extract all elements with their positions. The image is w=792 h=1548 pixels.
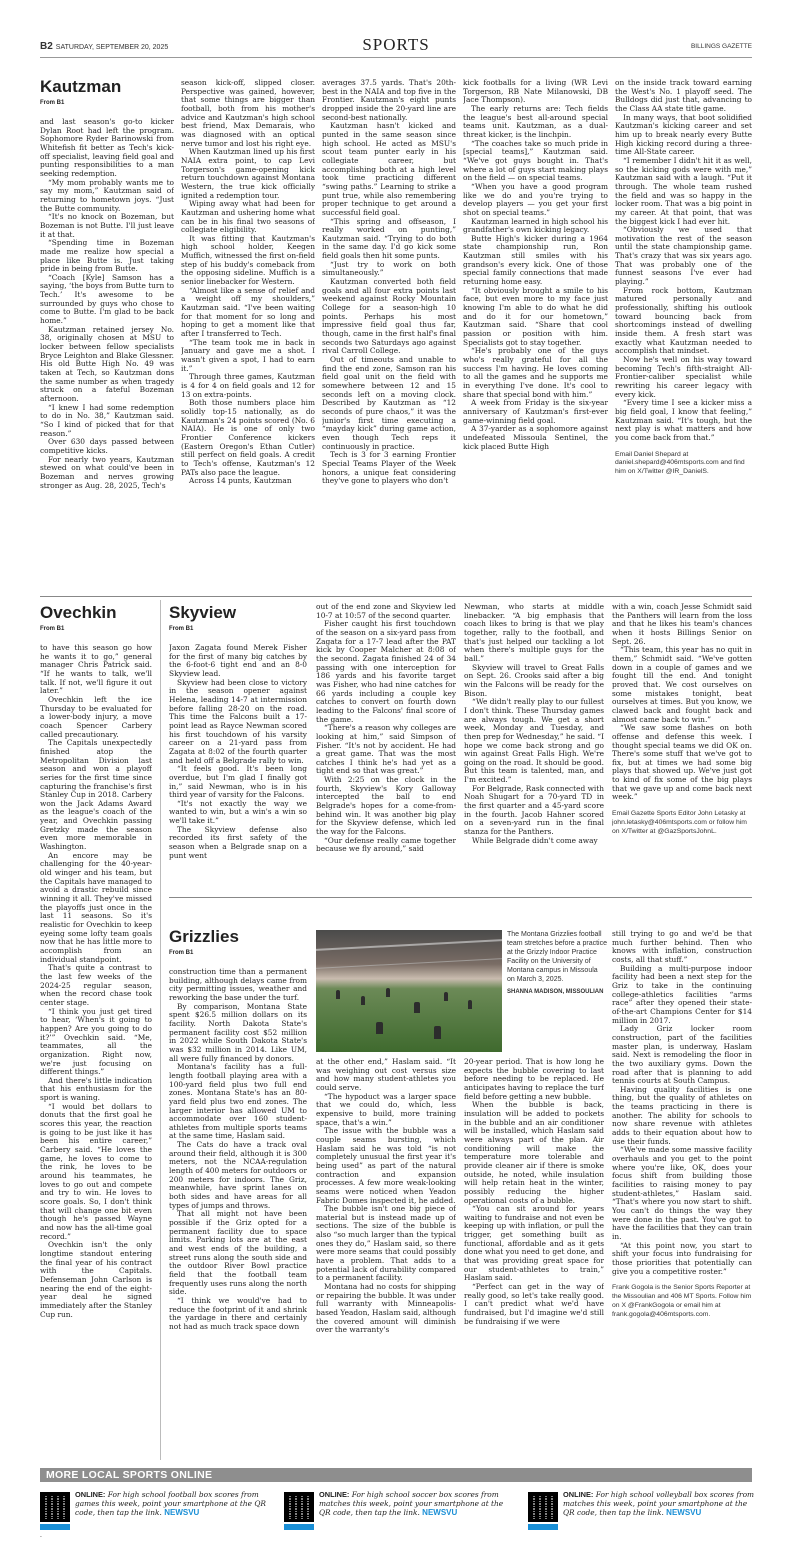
- promo-body: For high school soccer box scores from matches this week, point your smartphone at the QR code, then tap the link.: [319, 1490, 504, 1518]
- newsvu-logo: NEWSVU: [666, 1508, 702, 1518]
- author-signoff: Email Gazette Sports Editor John Letasky at john.letasky@406mtsports.com or follow him on X/Twitter at @GazSportsJohnL.: [612, 810, 747, 835]
- paragraph: with a win, coach Jesse Schmidt said the Panthers will learn from the loss and that he likes his team's chances when it hosts Billings Senior on Sept. 26.: [612, 603, 752, 646]
- promo-text: [319, 1490, 514, 1518]
- skyview-col-4: [612, 603, 752, 890]
- divider: [40, 596, 752, 597]
- paragraph: and last season's go-to kicker Dylan Root had left the program. Sophomore Ryder Barinowski from Whitefish fit better as Tech's kick-off specialist, leaving field goal and punting responsibilities to a man seeking redemption.: [40, 118, 174, 178]
- grizzlies-col-2: [316, 1058, 456, 1460]
- paragraph: That all might not have been possible if the Griz opted for a permanent facility due to space limits. Parking lots are at the east and west ends of the building, a street runs along the south side and the outdoor River Bowl practice field that the football team frequently uses runs along the north side.: [169, 1209, 307, 1297]
- paragraph: “We've made some massive facility overhauls and you get to the point where you're like, OK, does your focus shift from building those facilities to raising money to pay student-athletes,” Haslam said. “That's where you now start to shift. You can't do things the way they were done in the past. You've got to have the facilities that they can train in.: [612, 1145, 752, 1241]
- paragraph: “I would bet dollars to donuts that the first goal he scores this year, the reaction is going to be just like it has been his entire career,” Carbery said. “He loves the game, he loves to come to the rink, he loves to be around his teammates, he loves to go out and compete and try to win. He loves to score goals. So, I don't think that will change one bit even though he's passed Wayne and now has the all-time goal record.”: [40, 1101, 152, 1241]
- skyview-col-1: [169, 644, 307, 890]
- paragraph: Through three games, Kautzman is 4 for 4 on field goals and 12 for 13 on extra-points.: [181, 372, 315, 399]
- headline: Grizzlies: [169, 927, 239, 946]
- headline: Kautzman: [40, 77, 122, 96]
- author-signoff: Email Daniel Shepard at daniel.shepard@406mtsports.com and find him on X/Twitter @IR_DanielS.: [615, 450, 745, 476]
- promo-text: [563, 1490, 758, 1518]
- jump-from: From B1: [40, 100, 65, 106]
- promo-football[interactable]: [40, 1490, 270, 1536]
- player-figure: [434, 1026, 441, 1039]
- page-number: B2: [40, 41, 53, 52]
- paragraph: Tech is 3 for 3 earning Frontier Special Teams Player of the Week honors, a unique feat considering they've gone to players who don't: [322, 450, 456, 486]
- paragraph: The bubble isn't one big piece of material but is instead made up of sections. The size of the bubble is also “so much larger than the typical ones they do,” Haslam said, so there were more seams that could possibly have a problem. That adds to a potential lack of durability compared to a permanent facility.: [316, 1204, 456, 1283]
- promo-volleyball[interactable]: [528, 1490, 758, 1536]
- paragraph: “I knew I had some redemption to do in No. 38,” Kautzman said. “So I kind of picked that for that reason.”: [40, 402, 174, 438]
- player-figure: [414, 1002, 420, 1013]
- paragraph: Having quality facilities is one thing, but the quality of athletes on the teams practicing in there is another. The ability for schools to now share revenue with athletes adds to their equation about how to use their funds.: [612, 1084, 752, 1146]
- grizzlies-col-3: [464, 1058, 604, 1460]
- paragraph: averages 37.5 yards. That's 20th-best in the NAIA and top five in the Frontier. Kautzman's eight punts dropped inside the 20-yard line are second-best nationally.: [322, 79, 456, 122]
- paragraph: With 2:25 on the clock in the fourth, Skyview's Kory Galloway intercepted the ball to end Belgrade's hopes for a come-from-behind win. It was another big play for the Skyview defense, which led the way for the Falcons.: [316, 775, 456, 837]
- qr-tag: [528, 1524, 558, 1530]
- paragraph: When Kautzman lined up his first NAIA extra point, to cap Levi Torgerson's game-opening kick return touchdown against Montana Western, the true kick officially ignited a redemption tour.: [181, 147, 315, 200]
- paragraph: Kautzman retained jersey No. 38, originally chosen at MSU to locker between fellow specialists Bryce Leighton and Blake Glessner. His old Butte High No. 49 was taken at Tech, so Kautzman dons the same number as when tragedy struck on a fateful Bozeman afternoon.: [40, 324, 174, 403]
- paragraph: “When you have a good program like we do and you're trying to develop players — you get your first shot on special teams.”: [463, 181, 608, 217]
- paragraph: It was fitting that Kautzman's high school holder, Keegen Muffich, witnessed the first on-field step of his buddy's comeback from the opposing sideline. Muffich is a senior linebacker for Western.: [181, 233, 315, 287]
- paragraph: The issue with the bubble was a couple seams bursting, which Haslam said he was told “is not completely unusual the first year it's being used” as part of the natural contraction and expansion processes. A few more weak-looking seams were noticed when Yeadon Fabric Domes inspected it, he added.: [316, 1126, 456, 1205]
- paragraph: The Cats do have a track oval around their field, although it is 300 meters, not the NCAA-regulation length of 400 meters for outdoors or 200 meters for indoors. The Griz, meanwhile, have sprint lanes on both sides and have areas for all types of jumps and throws.: [169, 1140, 307, 1210]
- caption-text: The Montana Grizzlies football team stretches before a practice at the Grizzly Indoor Practice Facility on the University of Montana campus in Missoula on March 3, 2025.: [507, 931, 607, 984]
- paragraph: Over 630 days passed between competitive kicks.: [40, 437, 174, 455]
- paragraph: on the inside track toward earning the West's No. 1 playoff seed. The Bulldogs did just that, advancing to the Class AA state title game.: [615, 79, 752, 113]
- paragraph: at the other end,” Haslam said. “It was weighing out cost versus size and how many student-athletes you could serve.: [316, 1058, 456, 1092]
- paragraph: Butte High's kicker during a 1964 state championship run, Ron Kautzman still smiles with his grandson's every kick. One of those special family connections that made returning home easy.: [463, 233, 608, 287]
- paragraph: “You can sit around for years waiting to fundraise and not even be keeping up with inflation, or pull the trigger, get something built as functional, affordable and as it gets done what you need to get done, and that was providing great space for our student-athletes to train,” Haslam said.: [464, 1204, 604, 1283]
- grizzlies-col-1: [169, 968, 307, 1460]
- paragraph: A week from Friday is the six-year anniversary of Kautzman's first-ever game-winning field goal.: [463, 398, 608, 425]
- paragraph: While Belgrade didn't come away: [472, 835, 598, 845]
- paragraph: “The coaches take so much pride in [special teams],” Kautzman said. “We've got guys bought in. That's where a lot of guys start making plays on the field — on special teams.: [463, 138, 608, 183]
- paragraph: “Just try to work on both simultaneously.”: [322, 259, 456, 278]
- promo-body: For high school football box scores from games this week, point your smartphone at the QR code, then tap the link.: [75, 1490, 266, 1518]
- paragraph: season kick-off, slipped closer. Perspective was gained, however, that some things are bigger than football, both from his mother's advice and Kautzman's high school best friend, Max Demarais, who was diagnosed with an optical nerve tumor and lost his right eye.: [181, 79, 315, 148]
- promo-text: [75, 1490, 270, 1518]
- section-name: SPORTS: [362, 35, 430, 54]
- page-date: SATURDAY, SEPTEMBER 20, 2025: [55, 44, 169, 51]
- paragraph: When the bubble is back, insulation will be added to pockets in the bubble and an air conditioner will be installed, which Haslam said were always part of the plan. Air conditioning will make the temperature more tolerable and provide cleaner air if there is smoke outside, he noted, while insulation will help retain heat in the winter, possibly reducing the higher operational costs of a bubble.: [464, 1100, 604, 1205]
- paragraph: “Every time I see a kicker miss a big field goal, I know that feeling,” Kautzman said. “It's tough, but the next play is what matters and how you come back from that.”: [615, 398, 752, 442]
- newsvu-logo: NEWSVU: [164, 1508, 200, 1518]
- page-mark: .: [40, 1532, 42, 1539]
- promo-soccer[interactable]: [284, 1490, 514, 1536]
- paragraph: That's quite a contrast to the last few weeks of the 2024-25 regular season, when the record chase took center stage.: [40, 963, 152, 1007]
- paragraph: Lady Griz locker room construction, part of the facilities master plan, is underway, Haslam said. Next is remodeling the floor in the two auxiliary gyms. Down the road after that is planning to add tennis courts at South Campus.: [612, 1024, 752, 1086]
- photo-credit: SHANNA MADISON, MISSOULIAN: [507, 988, 604, 995]
- grizzlies-practice-photo: [316, 930, 502, 1052]
- paragraph: “The team took me in back in January and gave me a shot. I wasn't given a spot, I had to earn it.”: [181, 337, 315, 373]
- paragraph: “Coach [Kyle] Samson has a saying, ‘the boys from Butte turn to Tech.’ It's awesome to be surrounded by guys who chose to come to Butte. I'm glad to be back home.”: [40, 272, 174, 326]
- qr-tag: [284, 1524, 314, 1530]
- kautzman-story-head: [40, 78, 121, 106]
- kautzman-col-3: [322, 79, 456, 590]
- promo-lead: ONLINE:: [75, 1490, 106, 1499]
- paragraph: The Capitals unexpectedly finished atop the Metropolitan Division last season and won a playoff series for the first time since capturing the franchise's first Stanley Cup in 2018. Carbery won the Jack Adams Award as the league's coach of the year, and Ovechkin passing Gretzky made the season even more memorable in Washington.: [40, 738, 152, 852]
- paragraph: Kautzman hasn't kicked and punted in the same season since high school. He acted as MSU's scout team punter early in his collegiate career, but accomplishing both at a high level took time practicing different “swing paths.” Learning to strike a punt true, while also remembering proper technique to get around a successful field goal.: [322, 121, 456, 217]
- roof-beam: [316, 939, 502, 970]
- column-rule: [160, 600, 161, 1460]
- paragraph: still trying to go and we'd be that much further behind. Then who knows with inflation, construction costs, all that stuff.”: [612, 930, 752, 964]
- promo-body: For high school volleyball box scores from matches this week, point your smartphone at the QR code, then tap the link.: [563, 1490, 755, 1518]
- paragraph: “I remember I didn't hit it as well, so the kicking gods were with me,” Kautzman said with a laugh. “Put it through. The whole team rushed the field and was so happy in the locker room. That was a big point in my career. At that point, that was the biggest kick I had ever hit.: [615, 155, 752, 226]
- player-figure: [361, 996, 365, 1005]
- paragraph: “We didn't really play to our fullest I don't think. These Thursday games are always tough. We get a short week, Monday and Tuesday, and then prep for Wednesday,” he said. “I hope we come back strong and go win against Great Falls High. We're going on the road. It should be good. But this team is talented, man, and I'm excited.”: [464, 697, 604, 785]
- paragraph: A 37-yarder as a sophomore against undefeated Missoula Sentinel, the kick placed Butte High: [463, 424, 608, 451]
- paragraph: out of the end zone and Skyview led 10-7 at 10:57 of the second quarter.: [316, 603, 456, 620]
- skyview-col-3: [464, 603, 604, 890]
- paragraph: “He's probably one of the guys who's really grateful for all the success I'm having. He loves coming to all the games and he supports me in everything I've done. It's cool to share that special bond with him.”: [463, 346, 608, 399]
- paragraph: to have this season go how he wants it to go,” general manager Chris Patrick said. “If he wants to talk, we'll talk. If not, we'll figure it out later.”: [40, 644, 152, 696]
- paragraph: Across 14 punts, Kautzman: [189, 476, 292, 486]
- player-figure: [468, 1000, 472, 1009]
- qr-code-icon[interactable]: [40, 1492, 70, 1522]
- paragraph: Skyview will travel to Great Falls on Sept. 26. Crooks said after a big win the Falcons will be ready for the Bison.: [464, 662, 604, 698]
- newsvu-logo: NEWSVU: [422, 1508, 458, 1518]
- paragraph: Skyview had been close to victory in the season opener against Helena, leading 14-7 at intermission before falling 28-20 on the road. This time the Falcons built a 17-point lead as Rayce Newman scored his first touchdown of his varsity career on a 21-yard pass from Zagata at 8:02 of the fourth quarter and held off a Belgrade rally to win.: [169, 677, 307, 765]
- kautzman-col-4: [463, 79, 608, 590]
- paragraph: The Skyview defense also recorded its first safety of the season when a Belgrade snap on a punt went: [169, 824, 307, 860]
- paragraph: 20-year period. That is how long he expects the bubble covering to last before needing to be replaced. He anticipates having to replace the turf field before getting a new bubble.: [464, 1058, 604, 1101]
- paragraph: “Perfect can get in the way of really good, so let's take really good. I can't predict what we'd have fundraised, but I'd imagine we'd still be fundraising if we were: [464, 1282, 604, 1326]
- jump-from: From B1: [40, 626, 65, 632]
- divider: [169, 897, 752, 898]
- paragraph: “At this point now, you start to shift your focus into fundraising for those priorities that potentially can give you a competitive roster.”: [612, 1240, 752, 1276]
- qr-code-icon[interactable]: [528, 1492, 558, 1522]
- promo-lead: ONLINE:: [563, 1490, 594, 1499]
- headline: Skyview: [169, 603, 237, 622]
- paragraph: “Obviously we used that motivation the rest of the season until the state championship game. That's crazy that was six years ago. That was probably one of the funnest seasons I've ever had playing.”: [615, 225, 752, 287]
- paragraph: Both those numbers place him solidly top-15 nationally, as do Kautzman's 24 points scored (No. 6 NAIA). He is one of only two Frontier Conference kickers (Eastern Oregon's Ethan Cutler) still perfect on field goals. A credit to Tech's offense, Kautzman's 12 PATs also pace the league.: [181, 398, 315, 477]
- paragraph: “It obviously brought a smile to his face, but even more to my face just knowing I'm able to do what he did and do it for our hometown,” Kautzman said. “Share that cool passion or position with him. Specialists got to stay together.: [463, 285, 608, 347]
- paragraph: Now he's well on his way toward becoming Tech's fifth-straight All-Frontier-caliber specialist while rewriting his career legacy with every kick.: [615, 355, 752, 399]
- grizzlies-col-4: [612, 930, 752, 1460]
- page-header: [40, 35, 752, 58]
- paper-name: BILLINGS GAZETTE: [690, 43, 752, 50]
- paragraph: kick footballs for a living (WR Levi Torgerson, RB Nate Milanowski, DB Jace Thompson).: [463, 79, 608, 105]
- paragraph: Building a multi-purpose indoor facility had been a next step for the Griz to take in the continuing college-athletics facilities “arms race” after they opened their state-of-the-art Champions Center for $14 million in 2017.: [612, 963, 752, 1025]
- kautzman-col-2: [181, 79, 315, 590]
- paragraph: “My mom probably wants me to say my mom,” Kautzman said of returning to hometown joys. “Just the Butte community.: [40, 177, 174, 213]
- banner-title: MORE LOCAL SPORTS ONLINE: [46, 1469, 213, 1481]
- paragraph: “We saw some flashes on both offense and defense this week. I thought special teams we did OK on. There's some stuff that we've got to fix, but at times we had some big plays that showed up. We've just got to kind of fix some of the big plays that we gave up and come back next week.”: [612, 723, 752, 802]
- paragraph: “It's not exactly the way we wanted to win, but a win's a win so we'll take it.”: [169, 798, 307, 826]
- player-figure: [336, 990, 340, 999]
- paragraph: “Our defense really came together because we fly around,” said: [316, 835, 456, 854]
- paragraph: Montana's facility has a full-length football playing area with a 100-yard field plus two full end zones. Montana State's has an 80-yard field plus two end zones. The larger interior has allowed UM to accommodate over 160 student-athletes from multiple sports teams at the same time, Haslam said.: [169, 1062, 307, 1141]
- paragraph: In many ways, that boot solidified Kautzman's kicking career and set him up to break nearly every Butte High kicking record during a three-time All-State career.: [615, 112, 752, 157]
- paragraph: Ovechkin isn't the only longtime standout entering the final year of his contract with the Capitals. Defenseman John Carlson is nearing the end of the eight-year deal he signed immediately after the Stanley Cup run.: [40, 1240, 152, 1319]
- paragraph: “The hypoduct was a larger space that we could do, which, less expensive to build, more training space, that's a win.”: [316, 1091, 456, 1127]
- paragraph: Newman, who starts at middle linebacker. “A big emphasis that coach likes to bring is that we play together, rally to the football, and that's just helped our tackling a lot when there's multiple guys for the ball.”: [464, 603, 604, 663]
- photo-caption: [507, 930, 607, 996]
- paragraph: Wiping away what had been for Kautzman and ushering home what can be in his final two seasons of collegiate eligibility.: [181, 199, 315, 235]
- paragraph: Out of timeouts and unable to find the end zone, Samson ran his field goal unit on the field with somewhere between 12 and 15 seconds left on a moving clock. Described by Kautzman as “12 seconds of pure chaos,” it was the junior's first time executing a “mayday kick” during game action, even though Tech reps it continuously in practice.: [322, 355, 456, 451]
- kautzman-col-5: [615, 79, 752, 590]
- paragraph: Fisher caught his first touchdown of the season on a six-yard pass from Zagata for a 17-7 lead after the PAT kick by Cooper Malcher at 8:08 of the second. Zagata finished 24 of 34 passing with one interception for 186 yards and his favorite target was Fisher, who had nine catches for 66 yards including a couple key catches to convert on fourth down leading to the Falcons' final score of the game.: [316, 619, 456, 724]
- paragraph: “It feels good. It's been long overdue, but I'm glad I finally got in,” said Newman, who is in his third year of varsity for the Falcons.: [169, 764, 307, 800]
- paragraph: “I think we would've had to reduce the footprint of it and shrink the yardage in there and certainly not had as much track space down: [169, 1295, 307, 1331]
- paragraph: “Almost like a sense of relief and a weight off my shoulders,” Kautzman said. “I've been waiting for that moment for so long and hoping to get a moment like that after I transferred to Tech.: [181, 285, 315, 339]
- headline: Ovechkin: [40, 603, 117, 622]
- player-figure: [444, 992, 448, 1001]
- grizzlies-story-head: [169, 928, 239, 956]
- paragraph: “This team, this year has no quit in them,” Schmidt said. “We've gotten down in a couple of games and we fought till the end. And tonight proved that. We cost ourselves on some mistakes tonight, beat ourselves at times. But you know, we clawed back and fought back and almost came back to win.”: [612, 645, 752, 724]
- paragraph: Ovechkin left the ice Thursday to be evaluated for a lower-body injury, a move coach Spencer Carbery called precautionary.: [40, 694, 152, 739]
- qr-tag: [40, 1524, 70, 1530]
- ovechkin-col-1: [40, 644, 152, 1460]
- paragraph: The early returns are: Tech fields the league's best all-around special teams unit. Kautzman, as a dual-threat kicker, is the linchpin.: [463, 103, 608, 139]
- paragraph: “There's a reason why colleges are looking at him,” said Simpson of Fisher. “It's not by accident. He had a great game. That was the most catches I think he's had yet as a tight end so that was great.”: [316, 723, 456, 776]
- skyview-story-head: [169, 604, 236, 632]
- skyview-col-2: [316, 603, 456, 890]
- paragraph: For Belgrade, Rask connected with Noah Shugart for a 70-yard TD in the first quarter and a 45-yard score in the fourth. Jacob Hahner scored on a seven-yard run in the final stanza for the Panthers.: [464, 783, 604, 837]
- paragraph: An encore may be challenging for the 40-year-old winger and his team, but the Capitals have managed to avoid a drastic rebuild since winning it all. They've missed the playoffs just once in the last 11 seasons. So it's realistic for Ovechkin to keep eyeing some lofty team goals now that he has little more to accomplish from an individual standpoint.: [40, 850, 152, 964]
- paragraph: Kautzman learned in high school his grandfather's own kicking legacy.: [463, 216, 608, 235]
- paragraph: Kautzman converted both field goals and all four extra points last weekend against Rocky Mountain College for a season-high 10 points. Perhaps his most impressive field goal thus far, though, came in the first half's final seconds two Saturdays ago against rival Carroll College.: [322, 277, 456, 356]
- paragraph: By comparison, Montana State spent $26.5 million dollars on its facility. North Dakota State's permanent facility cost $52 million in 2022 while South Dakota State's was $32 million in 2014. Like UM, all were fully financed by donors.: [169, 1001, 307, 1063]
- paragraph: From rock bottom, Kautzman matured personally and professionally, shifting his outlook toward bouncing back from shortcomings instead of dwelling inside them. A fresh start was exactly what Kautzman needed to accomplish that mindset.: [615, 285, 752, 356]
- paragraph: “This spring and offseason, I really worked on punting,” Kautzman said. “Trying to do both in the same day. I'd go kick some field goals then hit some punts.: [322, 216, 456, 261]
- paragraph: “It's no knock on Bozeman, but Bozeman is not Butte. I'll just leave it at that.: [40, 212, 174, 239]
- jump-from: From B1: [169, 950, 194, 956]
- player-figure: [386, 988, 390, 997]
- author-signoff: Frank Gogola is the Senior Sports Reporter at the Missoulian and 406 MT Sports. Follow him on X @FrankGogola or email him at frank.gogola@406mtsports.com.: [612, 1284, 752, 1318]
- paragraph: And there's little indication that his enthusiasm for the sport is waning.: [40, 1075, 152, 1103]
- paragraph: Montana had no costs for shipping or repairing the bubble. It was under full warranty with Minneapolis-based Yeadon, Haslam said, although the covered amount will diminish over the warranty's: [316, 1282, 456, 1335]
- paragraph: For nearly two years, Kautzman stewed on what could've been in Bozeman and nerves growing stronger as Aug. 28, 2025, Tech's: [40, 454, 174, 490]
- paragraph: Jaxon Zagata found Merek Fisher for the first of many big catches by the 6-foot-6 tight end and an 8-0 Skyview lead.: [169, 644, 307, 678]
- paragraph: construction time than a permanent building, although delays came from city permitting issues, weather and reworking the base under the turf.: [169, 968, 307, 1002]
- paragraph: “I think you just get tired to hear, ‘When's it going to happen? Are you going to do it?’” Ovechkin said. “Me, teammates, all the organization. Right now, we're just focusing on different things.”: [40, 1006, 152, 1077]
- kautzman-col-1: [40, 118, 174, 590]
- ovechkin-story-head: [40, 604, 117, 632]
- paragraph: “Spending time in Bozeman made me realize how special a place like Butte is. Just taking pride in being from Butte.: [40, 238, 174, 274]
- promo-lead: ONLINE:: [319, 1490, 350, 1499]
- more-local-sports-banner: [40, 1468, 752, 1482]
- qr-code-icon[interactable]: [284, 1492, 314, 1522]
- player-figure: [376, 1022, 383, 1034]
- jump-from: From B1: [169, 626, 194, 632]
